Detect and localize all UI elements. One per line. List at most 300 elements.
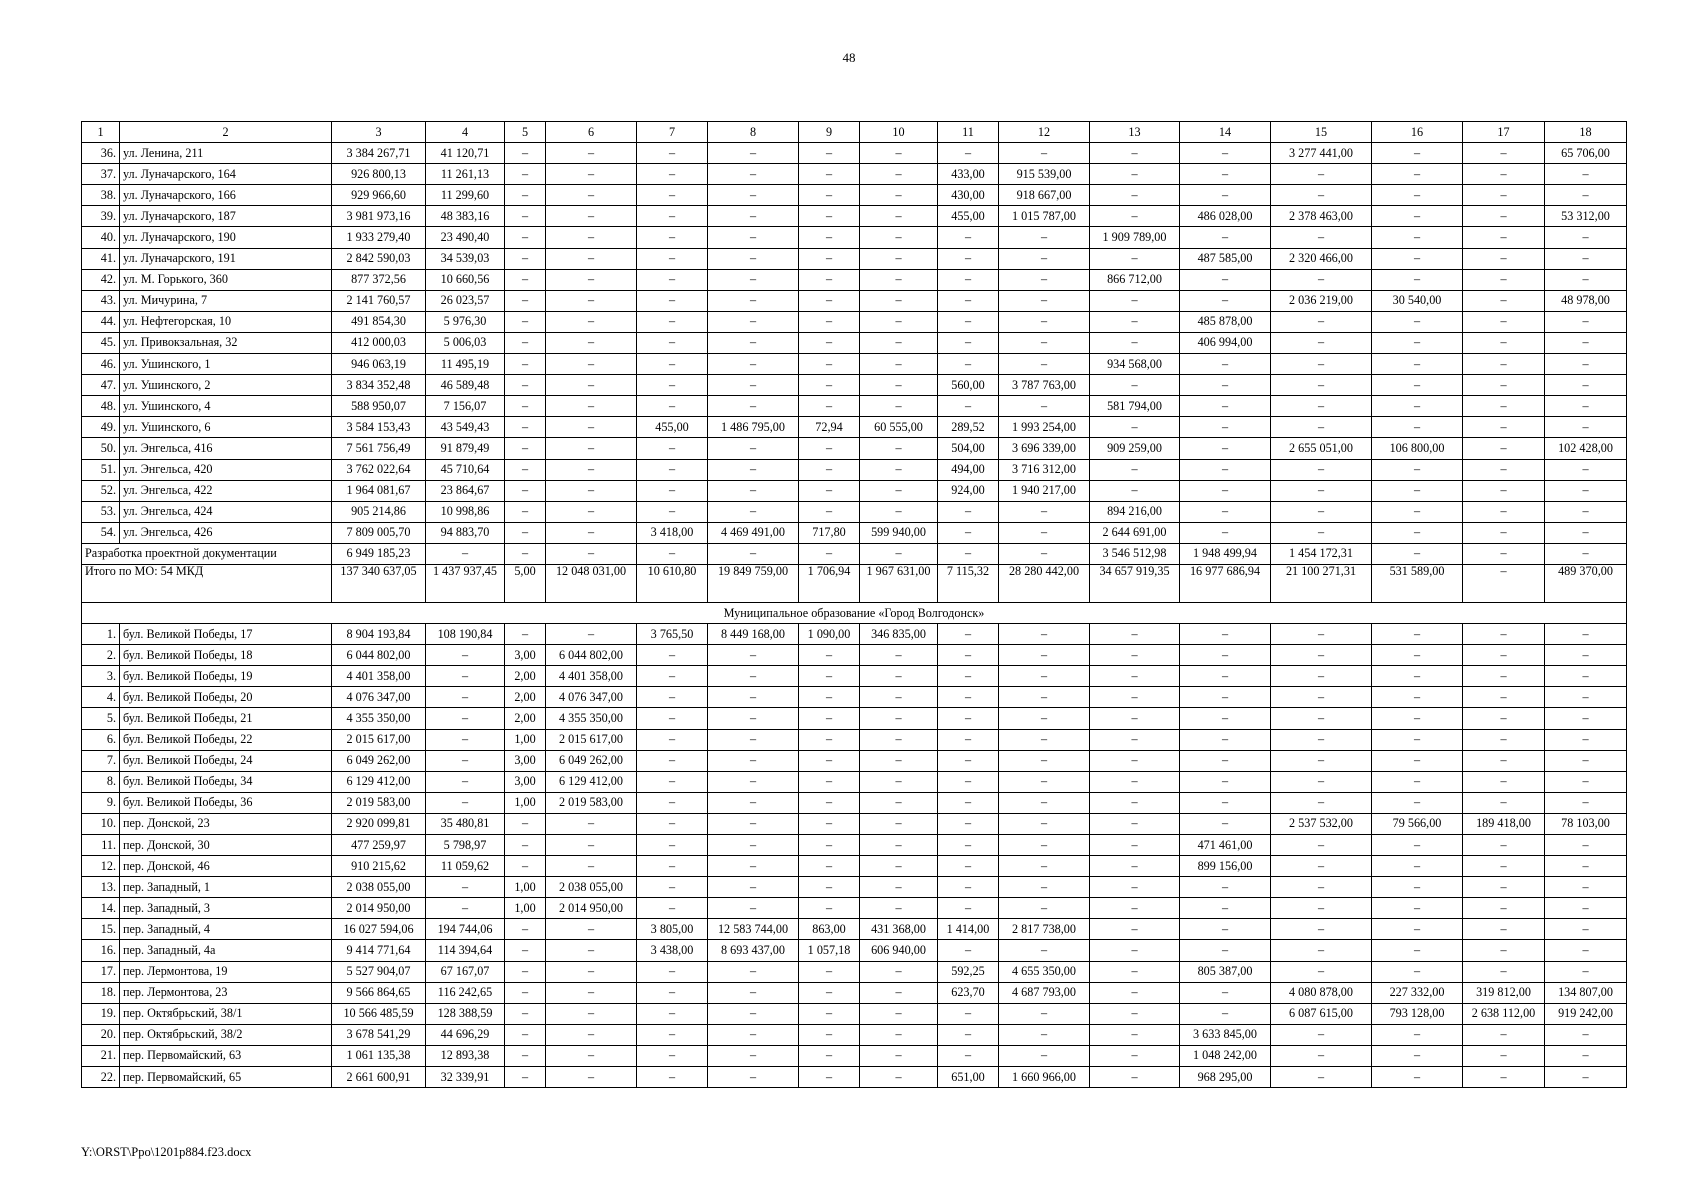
value-cell: –: [426, 771, 505, 792]
value-cell: –: [708, 982, 799, 1003]
value-cell: –: [1090, 708, 1180, 729]
value-cell: –: [938, 311, 999, 332]
total-value-cell: 1 437 937,45: [426, 564, 505, 602]
value-cell: –: [505, 311, 546, 332]
column-header: 10: [860, 122, 938, 143]
value-cell: –: [1180, 708, 1271, 729]
value-cell: 793 128,00: [1372, 1003, 1463, 1024]
value-cell: –: [637, 206, 708, 227]
value-cell: –: [1463, 164, 1545, 185]
value-cell: –: [799, 813, 860, 834]
value-cell: –: [1271, 1067, 1372, 1088]
value-cell: 2 817 738,00: [999, 919, 1090, 940]
address-cell: бул. Великой Победы, 36: [120, 792, 332, 813]
value-cell: –: [1090, 940, 1180, 961]
value-cell: –: [938, 227, 999, 248]
total-value-cell: 19 849 759,00: [708, 564, 799, 602]
value-cell: 2 920 099,81: [332, 813, 426, 834]
value-cell: –: [860, 792, 938, 813]
value-cell: 3 834 352,48: [332, 375, 426, 396]
value-cell: –: [708, 1067, 799, 1088]
row-number: 42.: [82, 269, 120, 290]
value-cell: 2 038 055,00: [546, 877, 637, 898]
value-cell: –: [505, 354, 546, 375]
value-cell: –: [637, 982, 708, 1003]
total-value-cell: 1 706,94: [799, 564, 860, 602]
value-cell: –: [546, 459, 637, 480]
value-cell: 1,00: [505, 898, 546, 919]
value-cell: –: [1545, 332, 1627, 353]
value-cell: –: [1545, 1024, 1627, 1045]
value-cell: 7 809 005,70: [332, 522, 426, 543]
value-cell: –: [1271, 501, 1372, 522]
value-cell: –: [637, 480, 708, 501]
value-cell: –: [860, 1045, 938, 1066]
column-header: 5: [505, 122, 546, 143]
value-cell: –: [637, 792, 708, 813]
value-cell: –: [1090, 877, 1180, 898]
page-number: 48: [842, 50, 856, 65]
table-row: [82, 792, 1627, 813]
value-cell: –: [505, 290, 546, 311]
value-cell: –: [1180, 645, 1271, 666]
value-cell: –: [999, 877, 1090, 898]
value-cell: 910 215,62: [332, 856, 426, 877]
value-cell: –: [1271, 269, 1372, 290]
total-value-cell: 21 100 271,31: [1271, 564, 1372, 602]
value-cell: 909 259,00: [1090, 438, 1180, 459]
address-cell: ул. Мичурина, 7: [120, 290, 332, 311]
value-cell: 60 555,00: [860, 417, 938, 438]
value-cell: –: [637, 290, 708, 311]
value-cell: 26 023,57: [426, 290, 505, 311]
value-cell: 2 842 590,03: [332, 248, 426, 269]
value-cell: 6 044 802,00: [332, 645, 426, 666]
value-cell: –: [999, 792, 1090, 813]
value-cell: –: [546, 624, 637, 645]
value-cell: –: [637, 856, 708, 877]
value-cell: –: [505, 940, 546, 961]
value-cell: –: [505, 856, 546, 877]
value-cell: 5 798,97: [426, 835, 505, 856]
value-cell: –: [546, 1024, 637, 1045]
value-cell: –: [1271, 666, 1372, 687]
value-cell: –: [1180, 522, 1271, 543]
value-cell: 918 667,00: [999, 185, 1090, 206]
address-cell: пер. Первомайский, 65: [120, 1067, 332, 1088]
value-cell: –: [505, 1003, 546, 1024]
value-cell: –: [938, 645, 999, 666]
address-cell: ул. Энгельса, 416: [120, 438, 332, 459]
value-cell: 1 909 789,00: [1090, 227, 1180, 248]
value-cell: 1 660 966,00: [999, 1067, 1090, 1088]
value-cell: –: [799, 792, 860, 813]
value-cell: –: [1372, 961, 1463, 982]
value-cell: –: [1090, 1067, 1180, 1088]
value-cell: –: [1463, 771, 1545, 792]
value-cell: –: [999, 248, 1090, 269]
column-header: 15: [1271, 122, 1372, 143]
value-cell: –: [637, 729, 708, 750]
value-cell: 430,00: [938, 185, 999, 206]
table-row: [82, 332, 1627, 353]
value-cell: 581 794,00: [1090, 396, 1180, 417]
value-cell: –: [1372, 543, 1463, 564]
table-row: [82, 687, 1627, 708]
value-cell: –: [426, 645, 505, 666]
value-cell: –: [999, 708, 1090, 729]
total-row: [82, 564, 1627, 602]
value-cell: –: [1545, 522, 1627, 543]
value-cell: –: [938, 332, 999, 353]
value-cell: –: [637, 185, 708, 206]
value-cell: –: [1180, 919, 1271, 940]
value-cell: –: [1090, 248, 1180, 269]
value-cell: 1 454 172,31: [1271, 543, 1372, 564]
value-cell: –: [637, 1003, 708, 1024]
value-cell: 3 678 541,29: [332, 1024, 426, 1045]
value-cell: 114 394,64: [426, 940, 505, 961]
table-row: [82, 961, 1627, 982]
value-cell: –: [546, 543, 637, 564]
address-cell: бул. Великой Победы, 18: [120, 645, 332, 666]
address-cell: ул. Энгельса, 426: [120, 522, 332, 543]
value-cell: –: [799, 982, 860, 1003]
value-cell: –: [938, 354, 999, 375]
value-cell: –: [1090, 459, 1180, 480]
table-row: [82, 311, 1627, 332]
value-cell: –: [860, 729, 938, 750]
value-cell: –: [1545, 354, 1627, 375]
value-cell: –: [1372, 771, 1463, 792]
value-cell: –: [1372, 1045, 1463, 1066]
value-cell: –: [637, 227, 708, 248]
value-cell: –: [860, 354, 938, 375]
value-cell: 35 480,81: [426, 813, 505, 834]
value-cell: –: [860, 645, 938, 666]
value-cell: 3 584 153,43: [332, 417, 426, 438]
value-cell: –: [708, 438, 799, 459]
value-cell: –: [938, 1003, 999, 1024]
value-cell: 1 486 795,00: [708, 417, 799, 438]
value-cell: –: [637, 332, 708, 353]
row-number: 37.: [82, 164, 120, 185]
value-cell: 67 167,07: [426, 961, 505, 982]
address-cell: пер. Западный, 3: [120, 898, 332, 919]
value-cell: –: [860, 227, 938, 248]
value-cell: –: [1090, 143, 1180, 164]
value-cell: –: [1463, 856, 1545, 877]
value-cell: –: [1463, 645, 1545, 666]
value-cell: –: [938, 708, 999, 729]
value-cell: 1 015 787,00: [999, 206, 1090, 227]
value-cell: 3 277 441,00: [1271, 143, 1372, 164]
value-cell: –: [546, 143, 637, 164]
total-value-cell: 12 048 031,00: [546, 564, 637, 602]
value-cell: –: [426, 687, 505, 708]
total-value-cell: 5,00: [505, 564, 546, 602]
value-cell: –: [1271, 624, 1372, 645]
value-cell: –: [1463, 290, 1545, 311]
value-cell: 94 883,70: [426, 522, 505, 543]
table-row: [82, 813, 1627, 834]
value-cell: 1 061 135,38: [332, 1045, 426, 1066]
value-cell: –: [860, 856, 938, 877]
value-cell: –: [1372, 227, 1463, 248]
value-cell: –: [546, 813, 637, 834]
value-cell: –: [1463, 375, 1545, 396]
value-cell: –: [637, 269, 708, 290]
value-cell: –: [637, 877, 708, 898]
value-cell: 1 964 081,67: [332, 480, 426, 501]
value-cell: –: [999, 522, 1090, 543]
value-cell: 2,00: [505, 687, 546, 708]
value-cell: –: [1463, 1067, 1545, 1088]
value-cell: –: [1090, 164, 1180, 185]
value-cell: –: [938, 792, 999, 813]
value-cell: –: [1090, 185, 1180, 206]
total-label: Итого по МО: 54 МКД: [82, 564, 332, 602]
row-label: Разработка проектной документации: [82, 543, 332, 564]
value-cell: –: [1180, 624, 1271, 645]
table-row: [82, 919, 1627, 940]
column-header: 12: [999, 122, 1090, 143]
value-cell: 717,80: [799, 522, 860, 543]
row-number: 43.: [82, 290, 120, 311]
value-cell: –: [1545, 501, 1627, 522]
value-cell: –: [1372, 206, 1463, 227]
row-number: 49.: [82, 417, 120, 438]
address-cell: ул. Луначарского, 191: [120, 248, 332, 269]
value-cell: –: [1372, 645, 1463, 666]
value-cell: 2 141 760,57: [332, 290, 426, 311]
value-cell: –: [860, 961, 938, 982]
value-cell: –: [860, 311, 938, 332]
value-cell: –: [938, 248, 999, 269]
value-cell: –: [999, 269, 1090, 290]
value-cell: –: [1463, 624, 1545, 645]
value-cell: 8 904 193,84: [332, 624, 426, 645]
value-cell: –: [799, 961, 860, 982]
value-cell: 2 644 691,00: [1090, 522, 1180, 543]
value-cell: –: [1090, 375, 1180, 396]
value-cell: 946 063,19: [332, 354, 426, 375]
row-number: 1.: [82, 624, 120, 645]
value-cell: 6 129 412,00: [546, 771, 637, 792]
value-cell: –: [546, 332, 637, 353]
value-cell: 412 000,03: [332, 332, 426, 353]
value-cell: –: [1271, 354, 1372, 375]
value-cell: 1,00: [505, 877, 546, 898]
value-cell: 5 006,03: [426, 332, 505, 353]
value-cell: –: [938, 835, 999, 856]
value-cell: 10 660,56: [426, 269, 505, 290]
value-cell: –: [1372, 396, 1463, 417]
value-cell: –: [1463, 438, 1545, 459]
value-cell: –: [999, 813, 1090, 834]
value-cell: 1 048 242,00: [1180, 1045, 1271, 1066]
value-cell: –: [1180, 501, 1271, 522]
address-cell: ул. Ленина, 211: [120, 143, 332, 164]
value-cell: –: [860, 269, 938, 290]
column-header: 8: [708, 122, 799, 143]
value-cell: 9 566 864,65: [332, 982, 426, 1003]
address-cell: ул. Энгельса, 422: [120, 480, 332, 501]
value-cell: 6 949 185,23: [332, 543, 426, 564]
value-cell: –: [938, 396, 999, 417]
value-cell: –: [860, 185, 938, 206]
address-cell: ул. Луначарского, 190: [120, 227, 332, 248]
value-cell: –: [1372, 624, 1463, 645]
value-cell: –: [860, 898, 938, 919]
table-row: [82, 750, 1627, 771]
value-cell: –: [708, 227, 799, 248]
value-cell: –: [860, 543, 938, 564]
column-header: 14: [1180, 122, 1271, 143]
table-row: [82, 1024, 1627, 1045]
column-header: 6: [546, 122, 637, 143]
value-cell: –: [708, 645, 799, 666]
value-cell: –: [1090, 666, 1180, 687]
value-cell: –: [708, 269, 799, 290]
value-cell: –: [637, 164, 708, 185]
value-cell: 1 933 279,40: [332, 227, 426, 248]
value-cell: 494,00: [938, 459, 999, 480]
total-value-cell: 1 967 631,00: [860, 564, 938, 602]
value-cell: –: [1180, 666, 1271, 687]
row-number: 40.: [82, 227, 120, 248]
value-cell: –: [1463, 1045, 1545, 1066]
value-cell: –: [1545, 375, 1627, 396]
value-cell: –: [1372, 940, 1463, 961]
value-cell: –: [708, 311, 799, 332]
value-cell: –: [1180, 375, 1271, 396]
table-row: [82, 624, 1627, 645]
value-cell: –: [426, 898, 505, 919]
value-cell: –: [546, 290, 637, 311]
value-cell: –: [1372, 417, 1463, 438]
value-cell: 2 014 950,00: [332, 898, 426, 919]
value-cell: 3,00: [505, 750, 546, 771]
value-cell: 43 549,43: [426, 417, 505, 438]
value-cell: 2 655 051,00: [1271, 438, 1372, 459]
value-cell: –: [546, 480, 637, 501]
value-cell: –: [938, 666, 999, 687]
value-cell: –: [860, 877, 938, 898]
value-cell: 4 401 358,00: [546, 666, 637, 687]
value-cell: –: [938, 940, 999, 961]
table-row: [82, 480, 1627, 501]
row-number: 48.: [82, 396, 120, 417]
value-cell: –: [708, 856, 799, 877]
value-cell: –: [1545, 624, 1627, 645]
address-cell: бул. Великой Победы, 20: [120, 687, 332, 708]
value-cell: –: [546, 856, 637, 877]
column-header: 17: [1463, 122, 1545, 143]
value-cell: –: [505, 375, 546, 396]
value-cell: 919 242,00: [1545, 1003, 1627, 1024]
value-cell: –: [505, 417, 546, 438]
row-number: 45.: [82, 332, 120, 353]
value-cell: 588 950,07: [332, 396, 426, 417]
value-cell: –: [1180, 729, 1271, 750]
value-cell: 3 696 339,00: [999, 438, 1090, 459]
value-cell: 3 546 512,98: [1090, 543, 1180, 564]
value-cell: –: [1545, 666, 1627, 687]
value-cell: –: [1545, 396, 1627, 417]
row-number: 10.: [82, 813, 120, 834]
value-cell: 1 948 499,94: [1180, 543, 1271, 564]
value-cell: –: [546, 1067, 637, 1088]
value-cell: 134 807,00: [1545, 982, 1627, 1003]
table-row: [82, 375, 1627, 396]
value-cell: –: [505, 982, 546, 1003]
value-cell: 346 835,00: [860, 624, 938, 645]
value-cell: –: [1271, 459, 1372, 480]
value-cell: –: [1463, 417, 1545, 438]
value-cell: –: [546, 227, 637, 248]
value-cell: –: [1463, 961, 1545, 982]
value-cell: –: [999, 624, 1090, 645]
value-cell: –: [1180, 290, 1271, 311]
value-cell: –: [860, 206, 938, 227]
value-cell: –: [637, 354, 708, 375]
value-cell: –: [637, 311, 708, 332]
value-cell: –: [799, 666, 860, 687]
value-cell: 4 401 358,00: [332, 666, 426, 687]
value-cell: –: [1545, 164, 1627, 185]
value-cell: –: [1372, 898, 1463, 919]
address-cell: ул. М. Горького, 360: [120, 269, 332, 290]
section-row: [82, 602, 1627, 623]
value-cell: –: [1271, 164, 1372, 185]
value-cell: –: [637, 666, 708, 687]
address-cell: бул. Великой Победы, 17: [120, 624, 332, 645]
value-cell: –: [505, 501, 546, 522]
value-cell: 491 854,30: [332, 311, 426, 332]
value-cell: 2 015 617,00: [546, 729, 637, 750]
value-cell: –: [860, 164, 938, 185]
row-number: 41.: [82, 248, 120, 269]
value-cell: –: [938, 522, 999, 543]
value-cell: 102 428,00: [1545, 438, 1627, 459]
value-cell: –: [1545, 543, 1627, 564]
value-cell: –: [799, 185, 860, 206]
row-number: 11.: [82, 835, 120, 856]
value-cell: –: [637, 375, 708, 396]
value-cell: –: [1271, 835, 1372, 856]
value-cell: –: [860, 480, 938, 501]
address-cell: ул. Луначарского, 166: [120, 185, 332, 206]
value-cell: 8 693 437,00: [708, 940, 799, 961]
value-cell: –: [1463, 501, 1545, 522]
value-cell: –: [546, 248, 637, 269]
value-cell: –: [637, 1045, 708, 1066]
value-cell: –: [708, 290, 799, 311]
value-cell: –: [799, 459, 860, 480]
value-cell: –: [1372, 877, 1463, 898]
value-cell: 863,00: [799, 919, 860, 940]
value-cell: 11 261,13: [426, 164, 505, 185]
value-cell: –: [1372, 143, 1463, 164]
value-cell: –: [505, 396, 546, 417]
value-cell: –: [1271, 375, 1372, 396]
value-cell: –: [799, 877, 860, 898]
table-row: [82, 459, 1627, 480]
table-row: [82, 1045, 1627, 1066]
address-cell: ул. Нефтегорская, 10: [120, 311, 332, 332]
value-cell: –: [799, 227, 860, 248]
